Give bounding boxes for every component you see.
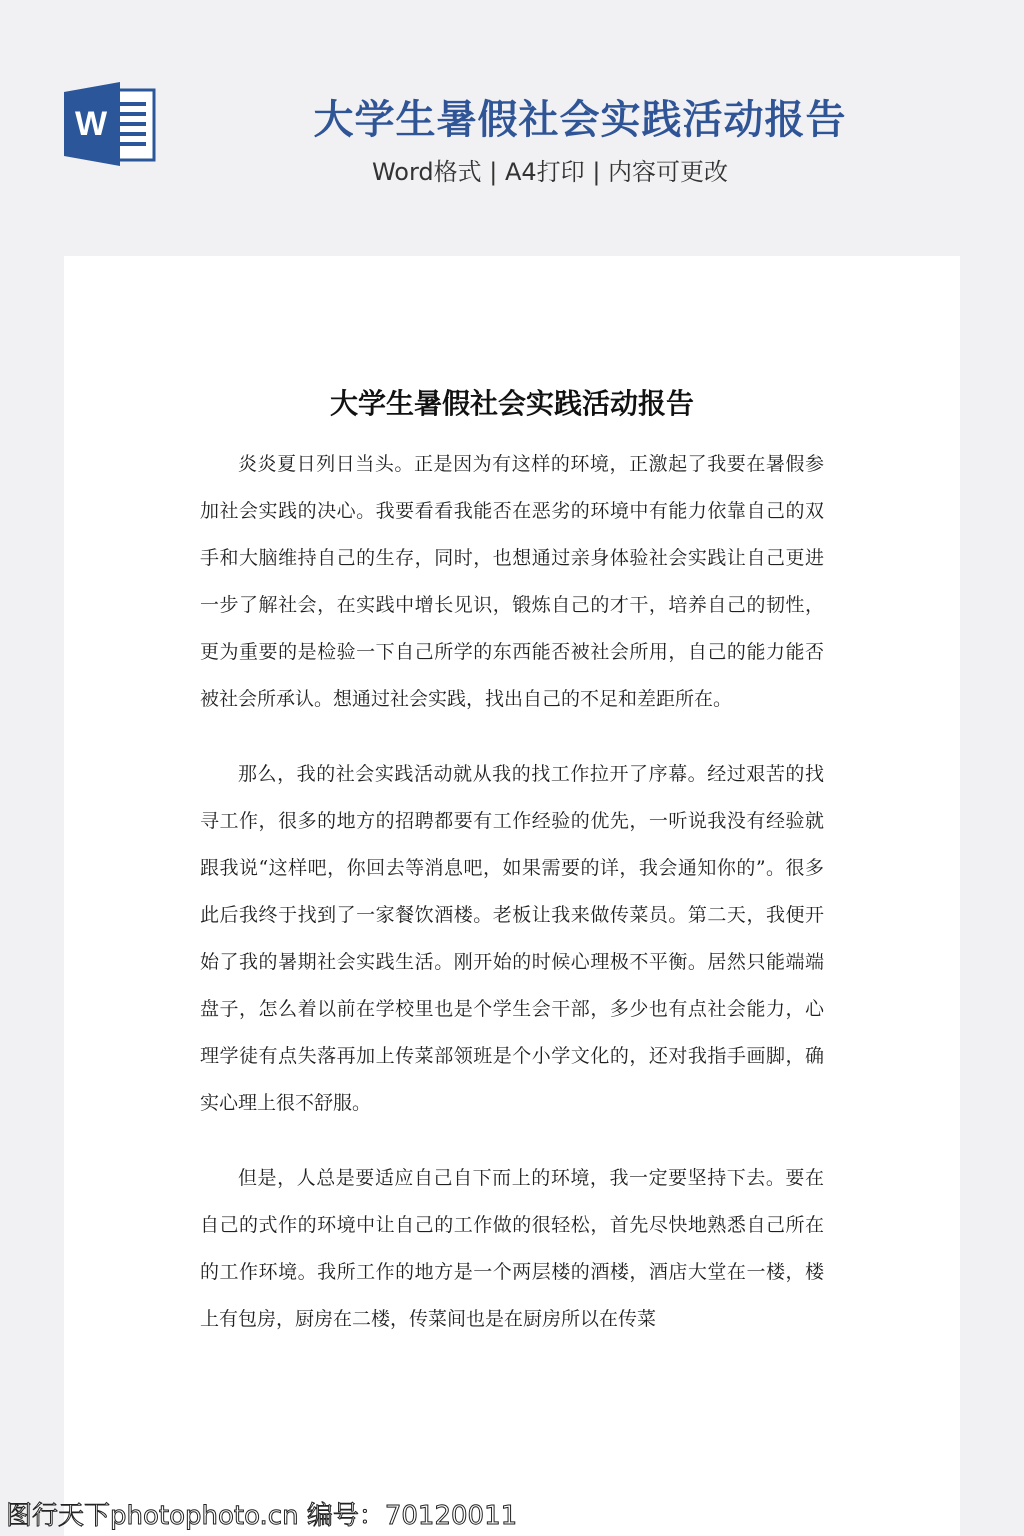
document-page <box>64 256 960 1536</box>
watermark: 图行天下photophoto.cn 编号：70120011 <box>6 1501 518 1531</box>
document-title: 大学生暑假社会实践活动报告 <box>329 387 694 420</box>
header-subtitle: Word格式 | A4打印 | 内容可更改 <box>371 158 729 186</box>
paragraph-3: 但是，人总是要适应自己自下而上的环境，我一定要坚持下去。要在自己的式作的环境中让自己的工作做的很轻松，首先尽快地熟悉自己所在的工作环境。我所工作的地方是一个两层楼的酒楼，酒店大堂在一楼，楼上有包房，厨房在二楼，传菜间也是在厨房所以在传菜 <box>200 1167 824 1330</box>
word-document-icon <box>64 82 156 166</box>
logo-letter: W <box>74 105 108 143</box>
header <box>0 0 1024 256</box>
paragraph-1: 炎炎夏日列日当头。正是因为有这样的环境，正激起了我要在暑假参加社会实践的决心。我要看看我能否在恶劣的环境中有能力依靠自己的双手和大脑维持自己的生存，同时，也想通过亲身体验社会实践让自己更进一步了解社会，在实践中增长见识，锻炼自己的才干，培养自己的韧性，更为重要的是检验一下自己所学的东西能否被社会所用，自己的能力能否被社会所承认。想通过社会实践，找出自己的不足和差距所在。 <box>200 453 824 710</box>
header-title: 大学生暑假社会实践活动报告 <box>313 97 847 143</box>
document-body <box>200 441 824 1371</box>
paragraph-2: 那么，我的社会实践活动就从我的找工作拉开了序幕。经过艰苦的找寻工作，很多的地方的招聘都要有工作经验的优先，一听说我没有经验就跟我说“这样吧，你回去等消息吧，如果需要的详，我会通知你的”。很多此后我终于找到了一家餐饮酒楼。老板让我来做传菜员。第二天，我便开始了我的暑期社会实践生活。刚开始的时候心理极不平衡。居然只能端端盘子，怎么着以前在学校里也是个学生会干部，多少也有点社会能力，心理学徒有点失落再加上传菜部领班是个小学文化的，还对我指手画脚，确实心理上很不舒服。 <box>200 763 824 1114</box>
